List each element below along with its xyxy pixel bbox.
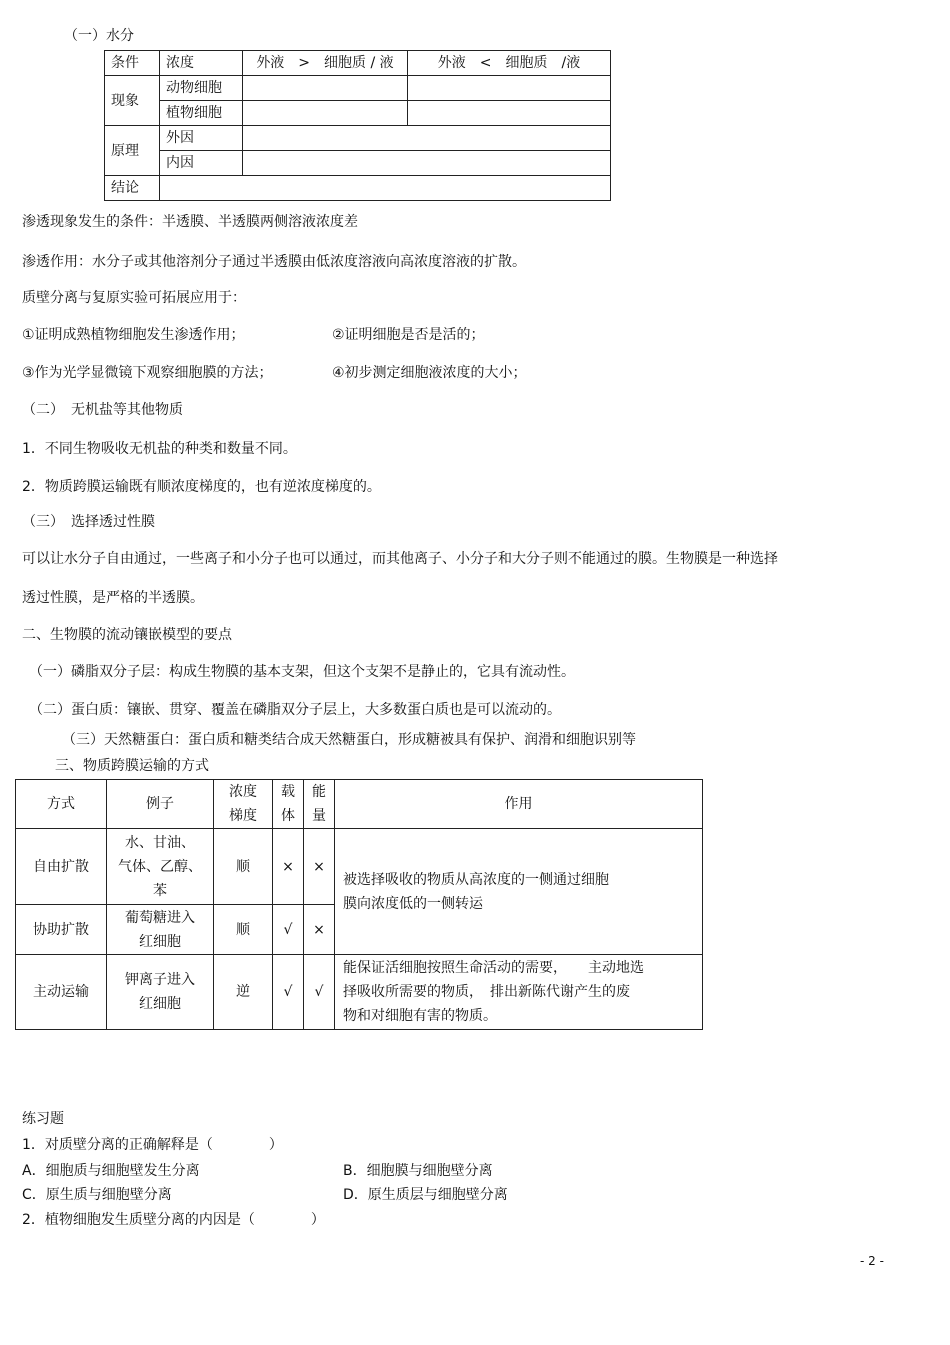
selective-membrane-line-2: 透过性膜，是严格的半透膜。 xyxy=(22,590,204,606)
cell-empty xyxy=(243,76,408,101)
cell-conclusion: 结论 xyxy=(105,176,160,201)
header-effect: 作用 xyxy=(335,780,703,829)
question-1-option-c: C．原生质与细胞壁分离 xyxy=(22,1187,172,1203)
header-example: 例子 xyxy=(107,780,214,829)
question-2: 2．植物细胞发生质壁分离的内因是（ ） xyxy=(22,1212,325,1228)
cell-example: 水、甘油、 气体、乙醇、 苯 xyxy=(107,829,214,905)
cell-effect-passive: 被选择吸收的物质从高浓度的一侧通过细胞 膜向浓度低的一侧转运 xyxy=(335,829,703,955)
plasmolysis-applications: 质壁分离与复原实验可拓展应用于： xyxy=(22,290,246,306)
cell-gradient: 顺 xyxy=(214,829,273,905)
cell-empty xyxy=(408,101,611,126)
cell-empty xyxy=(408,76,611,101)
cell-carrier: √ xyxy=(273,905,304,955)
section-heading-minerals: （二） 无机盐等其他物质 xyxy=(22,402,183,418)
question-1-option-b: B．细胞膜与细胞壁分离 xyxy=(343,1163,493,1179)
cell-gradient: 顺 xyxy=(214,905,273,955)
osmosis-table xyxy=(104,50,611,201)
application-3: ③作为光学显微镜下观察细胞膜的方法； xyxy=(22,365,273,381)
cell-phenomenon: 现象 xyxy=(105,76,160,126)
model-point-3: （三）天然糖蛋白：蛋白质和糖类结合成天然糖蛋白，形成糖被具有保护、润滑和细胞识别等 xyxy=(62,732,636,748)
header-energy: 能 量 xyxy=(304,780,335,829)
cell-outer-less: 外液 < 细胞质 /液 xyxy=(408,51,611,76)
table-row xyxy=(16,829,703,905)
osmosis-condition: 渗透现象发生的条件：半透膜、半透膜两侧溶液浓度差 xyxy=(22,214,358,230)
question-1-option-a: A．细胞质与细胞壁发生分离 xyxy=(22,1163,200,1179)
transport-table xyxy=(15,779,703,1030)
cell-empty xyxy=(243,101,408,126)
cell-external-cause: 外因 xyxy=(160,126,243,151)
cell-empty xyxy=(243,151,611,176)
cell-gradient: 逆 xyxy=(214,955,273,1030)
cell-energy: × xyxy=(304,829,335,905)
osmosis-definition: 渗透作用：水分子或其他溶剂分子通过半透膜由低浓度溶液向高浓度溶液的扩散。 xyxy=(22,254,526,270)
minerals-point-1: 1．不同生物吸收无机盐的种类和数量不同。 xyxy=(22,441,297,457)
question-1: 1．对质壁分离的正确解释是（ ） xyxy=(22,1137,283,1153)
header-carrier: 载 体 xyxy=(273,780,304,829)
header-gradient: 浓度 梯度 xyxy=(214,780,273,829)
cell-principle: 原理 xyxy=(105,126,160,176)
cell-example: 葡萄糖进入 红细胞 xyxy=(107,905,214,955)
section-heading-selective-membrane: （三） 选择透过性膜 xyxy=(22,514,155,530)
table-row xyxy=(16,955,703,1030)
section-heading-water: （一）水分 xyxy=(64,28,134,44)
header-method: 方式 xyxy=(16,780,107,829)
model-point-2: （二）蛋白质：镶嵌、贯穿、覆盖在磷脂双分子层上，大多数蛋白质也是可以流动的。 xyxy=(29,702,561,718)
cell-example: 钾离子进入 红细胞 xyxy=(107,955,214,1030)
cell-carrier: √ xyxy=(273,955,304,1030)
cell-outer-greater: 外液 > 细胞质 / 液 xyxy=(243,51,408,76)
cell-concentration: 浓度 xyxy=(160,51,243,76)
cell-effect-active: 能保证活细胞按照生命活动的需要， 主动地选 择吸收所需要的物质， 排出新陈代谢产生的废 物和对细胞有害的物质。 xyxy=(335,955,703,1030)
cell-energy: × xyxy=(304,905,335,955)
question-1-option-d: D．原生质层与细胞壁分离 xyxy=(343,1187,508,1203)
selective-membrane-line-1: 可以让水分子自由通过，一些离子和小分子也可以通过，而其他离子、小分子和大分子则不能通过的膜。生物膜是一种选择 xyxy=(22,551,778,567)
part3-heading: 三、物质跨膜运输的方式 xyxy=(55,758,209,774)
model-point-1: （一）磷脂双分子层：构成生物膜的基本支架，但这个支架不是静止的，它具有流动性。 xyxy=(29,664,575,680)
cell-plant-cell: 植物细胞 xyxy=(160,101,243,126)
cell-method: 主动运输 xyxy=(16,955,107,1030)
exercises-heading: 练习题 xyxy=(22,1111,64,1127)
cell-animal-cell: 动物细胞 xyxy=(160,76,243,101)
cell-method: 协助扩散 xyxy=(16,905,107,955)
page-number: - 2 - xyxy=(860,1254,884,1268)
part2-heading: 二、生物膜的流动镶嵌模型的要点 xyxy=(22,627,232,643)
application-1: ①证明成熟植物细胞发生渗透作用； xyxy=(22,327,245,343)
application-4: ④初步测定细胞液浓度的大小； xyxy=(332,365,527,381)
cell-empty xyxy=(160,176,611,201)
cell-condition: 条件 xyxy=(105,51,160,76)
cell-energy: √ xyxy=(304,955,335,1030)
cell-internal-cause: 内因 xyxy=(160,151,243,176)
cell-carrier: × xyxy=(273,829,304,905)
application-2: ②证明细胞是否是活的； xyxy=(332,327,485,343)
cell-method: 自由扩散 xyxy=(16,829,107,905)
cell-empty xyxy=(243,126,611,151)
minerals-point-2: 2．物质跨膜运输既有顺浓度梯度的，也有逆浓度梯度的。 xyxy=(22,479,381,495)
